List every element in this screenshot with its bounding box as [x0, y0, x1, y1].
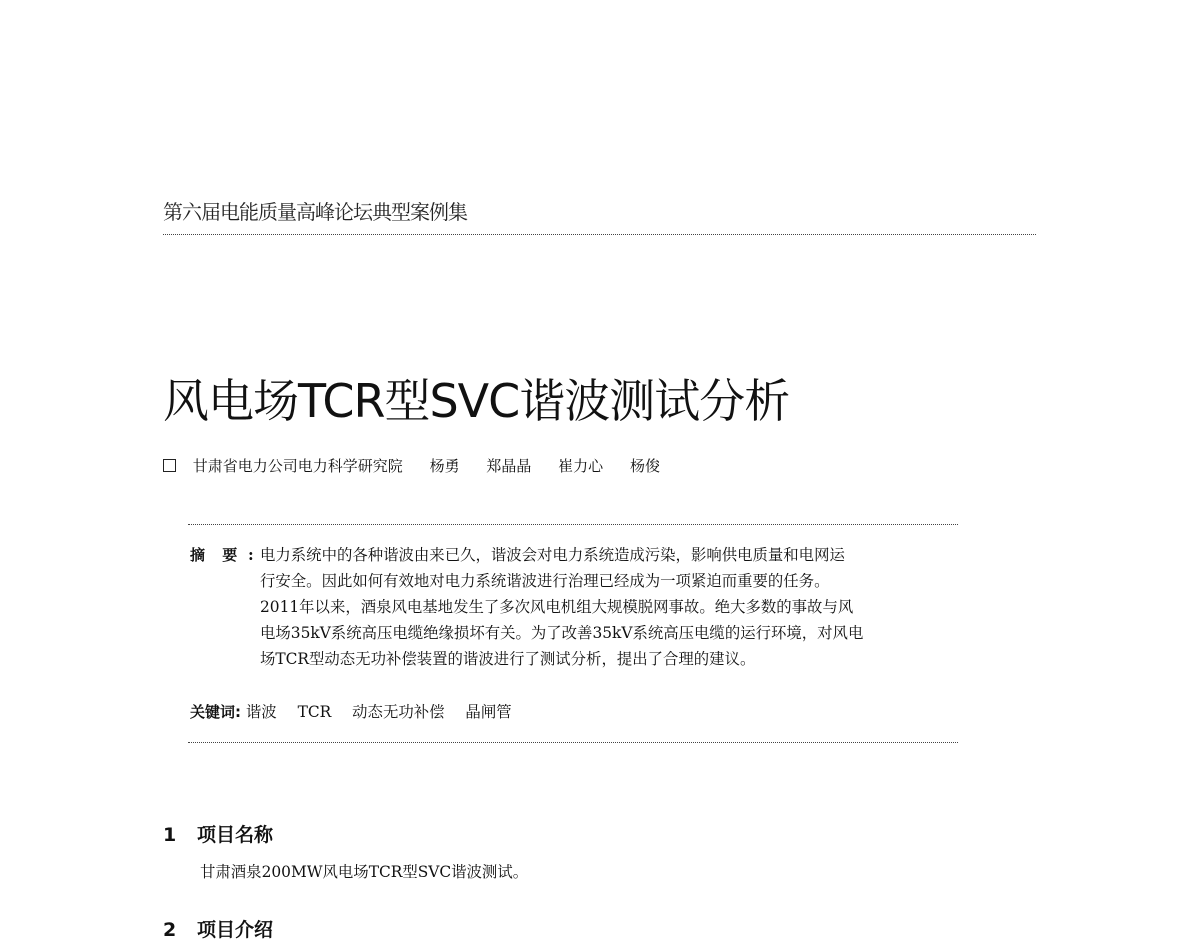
abstract-top-divider [188, 524, 958, 525]
paper-title: 风电场TCR型SVC谐波测试分析 [163, 374, 790, 428]
abstract-line: 电场35kV系统高压电缆绝缘损坏有关。为了改善35kV系统高压电缆的运行环境，对风电 [260, 624, 864, 642]
checkbox-square-icon [163, 459, 176, 472]
abstract-bottom-divider [188, 742, 958, 743]
keyword: 动态无功补偿 [352, 703, 445, 721]
section-title: 项目名称 [197, 824, 274, 846]
running-header: 第六届电能质量高峰论坛典型案例集 [163, 200, 467, 224]
byline [163, 455, 682, 476]
section-heading [163, 915, 273, 942]
author-name: 郑晶晶 [486, 457, 532, 475]
section-number: 2 [163, 919, 177, 941]
section-heading [163, 820, 273, 847]
author-name: 崔力心 [558, 457, 604, 475]
section-title: 项目介绍 [197, 919, 274, 941]
author-affiliation: 甘肃省电力公司电力科学研究院 [192, 457, 403, 475]
abstract-colon: : [248, 546, 254, 564]
abstract-line: 行安全。因此如何有效地对电力系统谐波进行治理已经成为一项紧迫而重要的任务。 [260, 572, 830, 590]
abstract-label: 摘 要 [190, 546, 244, 564]
keywords-line [190, 700, 528, 722]
abstract-line: 电力系统中的各种谐波由来已久，谐波会对电力系统造成污染，影响供电质量和电网运 [260, 546, 845, 564]
author-name: 杨俊 [629, 457, 660, 475]
author-name: 杨勇 [429, 457, 460, 475]
section-number: 1 [163, 824, 177, 846]
keyword: 谐波 [245, 703, 277, 721]
abstract-line: 场TCR型动态无功补偿装置的谐波进行了测试分析，提出了合理的建议。 [260, 650, 756, 668]
section-paragraph: 甘肃酒泉200MW风电场TCR型SVC谐波测试。 [200, 863, 529, 881]
keyword: TCR [297, 703, 332, 721]
abstract-line: 2011年以来，酒泉风电基地发生了多次风电机组大规模脱网事故。绝大多数的事故与风 [260, 598, 854, 616]
keyword: 晶闸管 [465, 703, 512, 721]
abstract-body [260, 542, 960, 672]
keywords-label: 关键词: [190, 703, 241, 721]
header-divider [163, 234, 1036, 235]
